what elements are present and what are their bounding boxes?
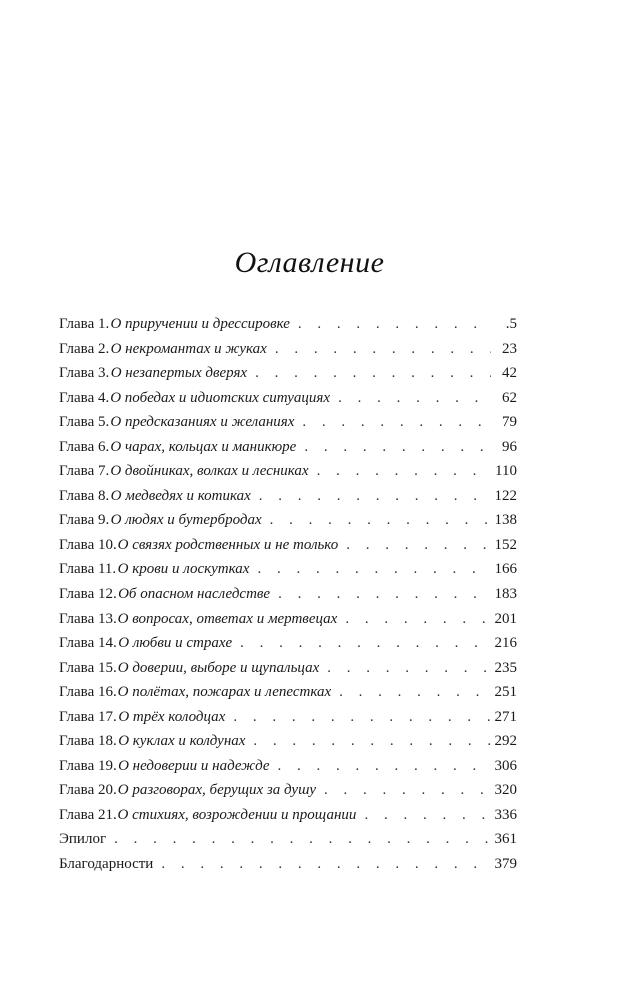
toc-dot-leader	[324, 778, 490, 803]
toc-chapter-title: Эпилог	[59, 831, 107, 848]
toc-page-number: 271	[494, 708, 517, 725]
toc-entry	[59, 778, 517, 803]
toc-entry	[59, 459, 517, 484]
toc-entry	[59, 729, 517, 754]
toc-chapter-title: О незапертых дверях	[110, 365, 248, 382]
toc-dot-leader	[275, 337, 491, 362]
toc-chapter-title: О доверии, выборе и щупальцах	[117, 659, 320, 676]
toc-entry	[59, 705, 517, 730]
toc-page-number: 96	[502, 438, 517, 455]
toc-page-number: 292	[494, 733, 517, 750]
toc-dot-leader	[302, 410, 491, 435]
toc-entry	[59, 484, 517, 509]
toc-entry	[59, 754, 517, 779]
toc-chapter-number: Глава 20.	[59, 782, 117, 799]
toc-chapter-number: Глава 1.	[59, 316, 110, 332]
toc-chapter-title: О любви и страхе	[118, 635, 233, 652]
toc-page-number: .5	[505, 316, 517, 332]
toc-page-number: 110	[495, 463, 517, 480]
toc-entry	[59, 508, 517, 533]
toc-chapter-number: Глава 11.	[59, 561, 117, 578]
toc-page-number: 361	[494, 831, 517, 848]
toc-entry	[59, 582, 517, 607]
toc-chapter-title: О вопросах, ответах и мертвецах	[117, 610, 338, 627]
toc-chapter-title: О крови и лоскутках	[117, 561, 250, 578]
toc-dot-leader	[259, 484, 491, 509]
toc-chapter-number: Глава 4.	[59, 389, 110, 406]
toc-page-number: 122	[494, 487, 517, 504]
toc-page-number: 42	[502, 365, 517, 382]
toc-dot-leader	[278, 582, 490, 607]
toc-entry	[59, 656, 517, 681]
toc-dot-leader	[327, 656, 490, 681]
toc-entry	[59, 631, 517, 656]
toc-chapter-number: Глава 6.	[59, 438, 110, 455]
toc-dot-leader	[114, 827, 490, 852]
toc-dot-leader	[339, 680, 490, 705]
toc-dot-leader	[233, 705, 490, 730]
toc-chapter-number: Глава 13.	[59, 610, 117, 627]
toc-chapter-title: О чарах, кольцах и маникюре	[110, 438, 297, 455]
toc-chapter-number: Глава 12.	[59, 586, 117, 603]
toc-page-number: 79	[502, 414, 517, 431]
toc-entry	[59, 680, 517, 705]
toc-dot-leader	[345, 607, 490, 632]
toc-chapter-title: О разговорах, берущих за душу	[117, 782, 317, 799]
toc-page-number: 306	[494, 757, 517, 774]
toc-chapter-number: Глава 2.	[59, 340, 110, 357]
toc-chapter-number: Глава 16.	[59, 684, 117, 701]
toc-page-number: 251	[494, 684, 517, 701]
toc-entry	[59, 557, 517, 582]
toc-entry	[59, 533, 517, 558]
toc-chapter-number: Глава 9.	[59, 512, 110, 529]
toc-chapter-title: О связях родственных и не только	[117, 536, 339, 553]
toc-dot-leader	[278, 754, 491, 779]
toc-dot-leader	[161, 852, 490, 877]
toc-page-number: 183	[494, 586, 517, 603]
toc-chapter-title: О двойниках, волках и лесниках	[110, 463, 309, 480]
toc-page-number: 23	[502, 340, 517, 357]
toc-entry	[59, 337, 517, 362]
toc-chapter-number: Глава 3.	[59, 365, 110, 382]
toc-page-number: 216	[494, 635, 517, 652]
toc-entry	[59, 852, 517, 877]
toc-chapter-title: О трёх колодцах	[118, 708, 226, 725]
toc-page-number: 379	[494, 856, 517, 873]
toc-chapter-title: Об опасном наследстве	[118, 586, 271, 603]
toc-dot-leader	[257, 557, 490, 582]
toc-page-number: 320	[494, 782, 517, 799]
toc-chapter-number: Глава 14.	[59, 635, 117, 652]
toc-page-number: 336	[494, 806, 517, 823]
toc-chapter-number: Глава 17.	[59, 708, 117, 725]
toc-dot-leader	[240, 631, 490, 656]
toc-page-number: 235	[494, 659, 517, 676]
toc-dot-leader	[255, 361, 491, 386]
toc-chapter-title: О победах и идиотских ситуациях	[110, 389, 331, 406]
toc-chapter-number: Глава 7.	[59, 463, 110, 480]
toc-chapter-number: Глава 15.	[59, 659, 117, 676]
toc-dot-leader	[304, 435, 491, 460]
toc-dot-leader	[270, 508, 491, 533]
toc-page-number: 166	[494, 561, 517, 578]
toc-chapter-number: Глава 5.	[59, 414, 110, 431]
toc-page-number: 201	[494, 610, 517, 627]
toc-dot-leader	[338, 386, 491, 411]
toc-entry	[59, 386, 517, 411]
toc-dot-leader	[364, 803, 490, 828]
toc-chapter-title: О предсказаниях и желаниях	[110, 414, 295, 431]
toc-dot-leader	[253, 729, 490, 754]
toc-chapter-title: О полётах, пожарах и лепестках	[117, 684, 332, 701]
toc-chapter-number: Глава 19.	[59, 757, 117, 774]
toc-chapter-number: Глава 21.	[59, 806, 117, 823]
toc-entry	[59, 827, 517, 852]
toc-chapter-title: О медведях и котиках	[110, 487, 251, 504]
toc-entry	[59, 410, 517, 435]
toc-chapter-title: Благодарности	[59, 856, 154, 873]
toc-entry	[59, 361, 517, 386]
toc-chapter-title: О приручении и дрессировке	[110, 316, 290, 332]
table-of-contents	[59, 312, 517, 877]
page-title: Оглавление	[234, 246, 385, 279]
toc-dot-leader	[298, 312, 491, 337]
toc-entry	[59, 607, 517, 632]
toc-chapter-title: О людях и бутербродах	[110, 512, 262, 529]
toc-page-number: 152	[494, 536, 517, 553]
toc-page-number: 138	[494, 512, 517, 529]
toc-entry	[59, 435, 517, 460]
toc-page-number: 62	[502, 389, 517, 406]
toc-chapter-number: Глава 18.	[59, 733, 117, 750]
toc-chapter-number: Глава 8.	[59, 487, 110, 504]
toc-dot-leader	[346, 533, 490, 558]
toc-chapter-title: О недоверии и надежде	[118, 757, 270, 774]
toc-chapter-title: О куклах и колдунах	[118, 733, 246, 750]
toc-chapter-title: О некромантах и жуках	[110, 340, 267, 357]
toc-chapter-number: Глава 10.	[59, 536, 117, 553]
toc-entry	[59, 312, 517, 337]
toc-chapter-title: О стихиях, возрождении и прощании	[117, 806, 357, 823]
toc-entry	[59, 803, 517, 828]
toc-dot-leader	[317, 459, 491, 484]
